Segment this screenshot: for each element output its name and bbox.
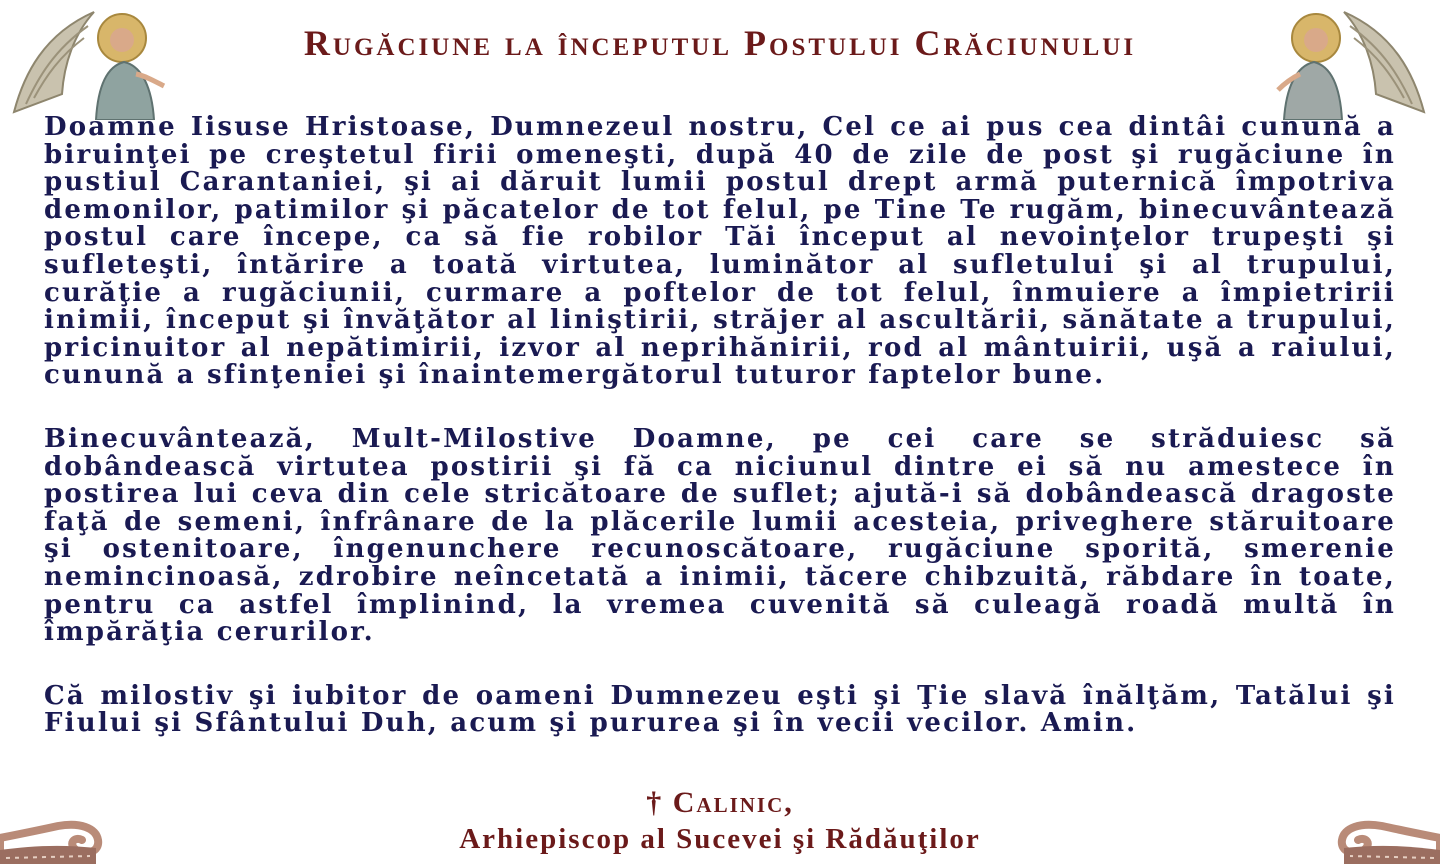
ornament-icon xyxy=(1330,808,1440,864)
ornament-icon xyxy=(0,808,110,864)
prayer-paragraph: Binecuvântează, Mult-Milostive Doamne, pe cei care se străduiesc să dobândească virtutea postirii şi fă ca niciunul dintre ei să nu amestece în postirea lui ceva din cele stricătoare de suflet; ajută-i să dobândească dragoste faţă de semeni, înfrânare de la plăcerile lumii acesteia, priveghere stăruitoare şi ostenitoare, îngenunchere recunoscătoare, rugăciune sporită, smerenie nemincinoasă, zdrobire neîncetată a inimii, tăcere chibzuită, răbdare în toate, pentru ca astfel împlinind, la vremea cuvenită să culeagă roadă multă în împărăţia cerurilor. xyxy=(44,423,1396,648)
signature-title: Arhiepiscop al Sucevei şi Rădăuţilor xyxy=(459,823,981,855)
prayer-paragraph: Doamne Iisuse Hristoase, Dumnezeul nostru, Cel ce ai pus cea dintâi cunună a biruinţei pe creştetul firii omeneşti, după 40 de zile de post şi rugăciune în pustiul Carantaniei, şi ai dăruit lumii postul drept armă puternică împotriva demonilor, patimilor şi păcatelor de tot felul, pe Tine Te rugăm, binecuvântează postul care începe, ca să fie robilor Tăi început al nevoinţelor trupeşti şi sufleteşti, întărire a toată virtutea, luminător al sufletului şi al trupului, curăţie a rugăciunii, curmare a poftelor de tot felul, înmuiere a împietririi inimii, început şi învăţător al liniştirii, străjer al ascultării, sănătate a trupului, pricinuitor al nepătimirii, izvor al neprihănirii, rod al mântuirii, uşă a raiului, cunună a sfinţeniei şi înaintemergătorul tuturor faptelor bune. xyxy=(44,112,1396,391)
page-title: Rugăciune la începutul Postului Crăciunului xyxy=(303,23,1137,63)
signature-name: † Calinic, xyxy=(646,786,794,819)
prayer-paragraph: Că milostiv şi iubitor de oameni Dumnezeu eşti şi Ţie slavă înălţăm, Tatălui şi Fiului şi Sfântului Duh, acum şi pururea şi în vecii vecilor. Amin. xyxy=(44,680,1396,739)
prayer-text xyxy=(44,114,1396,738)
signature xyxy=(0,786,1440,858)
